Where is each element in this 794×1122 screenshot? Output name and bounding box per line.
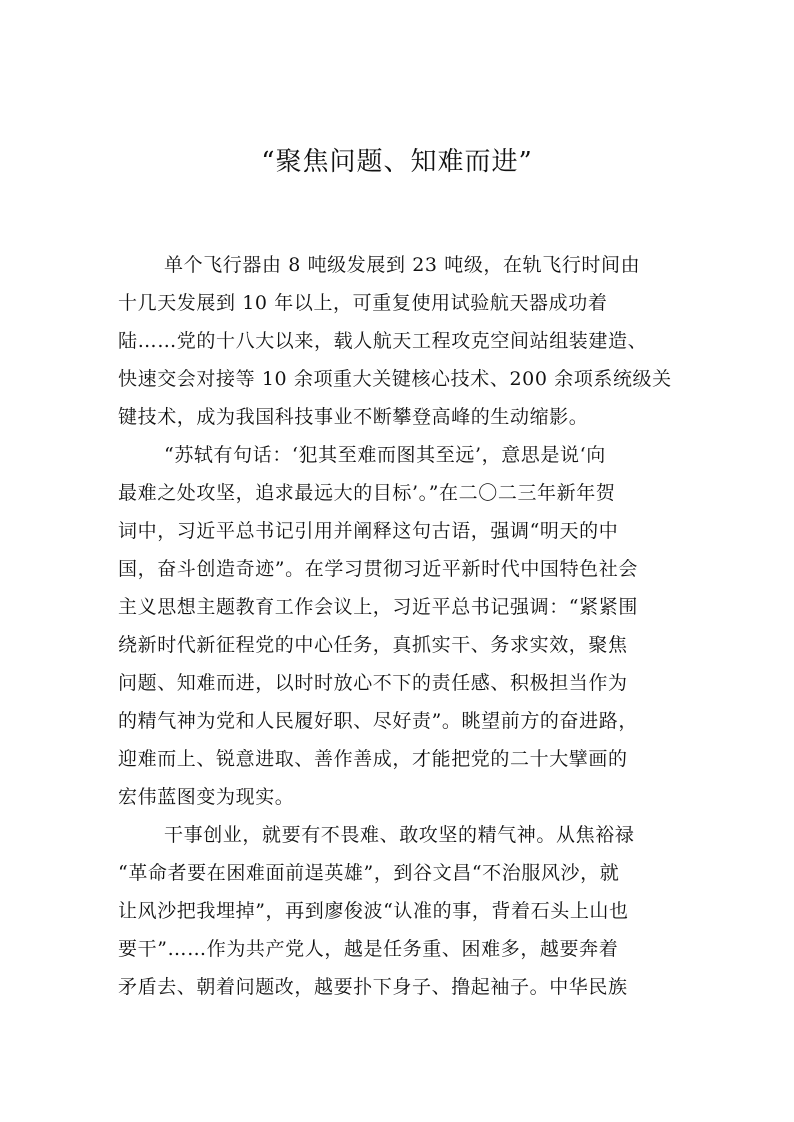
text-line: 问题、知难而进，以时时放心不下的责任感、积极担当作为 xyxy=(118,672,628,694)
document-body xyxy=(118,246,698,1006)
text-line: 最难之处攻坚，追求最远大的目标’。”在二〇二三年新年贺 xyxy=(118,482,616,504)
text-line: “苏轼有句话：‘犯其至难而图其至远’，意思是说‘向 xyxy=(164,444,606,466)
text-line: 宏伟蓝图变为现实。 xyxy=(118,786,295,808)
text-line: 键技术，成为我国科技事业不断攀登高峰的生动缩影。 xyxy=(118,406,589,428)
text-line: 国，奋斗创造奇迹”。在学习贯彻习近平新时代中国特色社会 xyxy=(118,558,638,580)
text-line: 的精气神为党和人民履好职、尽好责”。眺望前方的奋进路， xyxy=(118,710,638,732)
text-line: 主义思想主题教育工作会议上，习近平总书记强调：“紧紧围 xyxy=(118,596,638,618)
text-line: “革命者要在困难面前逞英雄”，到谷文昌“不治服风沙，就 xyxy=(118,862,620,884)
text-line: 快速交会对接等 10 余项重大关键核心技术、200 余项系统级关 xyxy=(118,368,672,390)
text-line: 十几天发展到 10 年以上，可重复使用试验航天器成功着 xyxy=(118,292,608,314)
document-title: “聚焦问题、知难而进” xyxy=(261,147,533,177)
text-line: 矛盾去、朝着问题改，越要扑下身子、撸起袖子。中华民族 xyxy=(118,976,628,998)
text-line: 干事创业，就要有不畏难、敢攻坚的精气神。从焦裕禄 xyxy=(164,824,635,846)
text-line: 迎难而上、锐意进取、善作善成，才能把党的二十大擘画的 xyxy=(118,748,628,770)
text-line: 词中，习近平总书记引用并阐释这句古语，强调“明天的中 xyxy=(118,520,619,542)
text-line: 绕新时代新征程党的中心任务，真抓实干、务求实效，聚焦 xyxy=(118,634,628,656)
text-line: 单个飞行器由 8 吨级发展到 23 吨级，在轨飞行时间由 xyxy=(164,254,641,276)
text-line: 陆……党的十八大以来，载人航天工程攻克空间站组装建造、 xyxy=(118,330,648,352)
paragraph-3 xyxy=(118,816,698,1006)
paragraph-1 xyxy=(118,246,698,436)
text-line: 让风沙把我埋掉”，再到廖俊波“认准的事，背着石头上山也 xyxy=(118,900,629,922)
text-line: 要干”……作为共产党人，越是任务重、困难多，越要奔着 xyxy=(118,938,619,960)
paragraph-2 xyxy=(118,436,698,816)
